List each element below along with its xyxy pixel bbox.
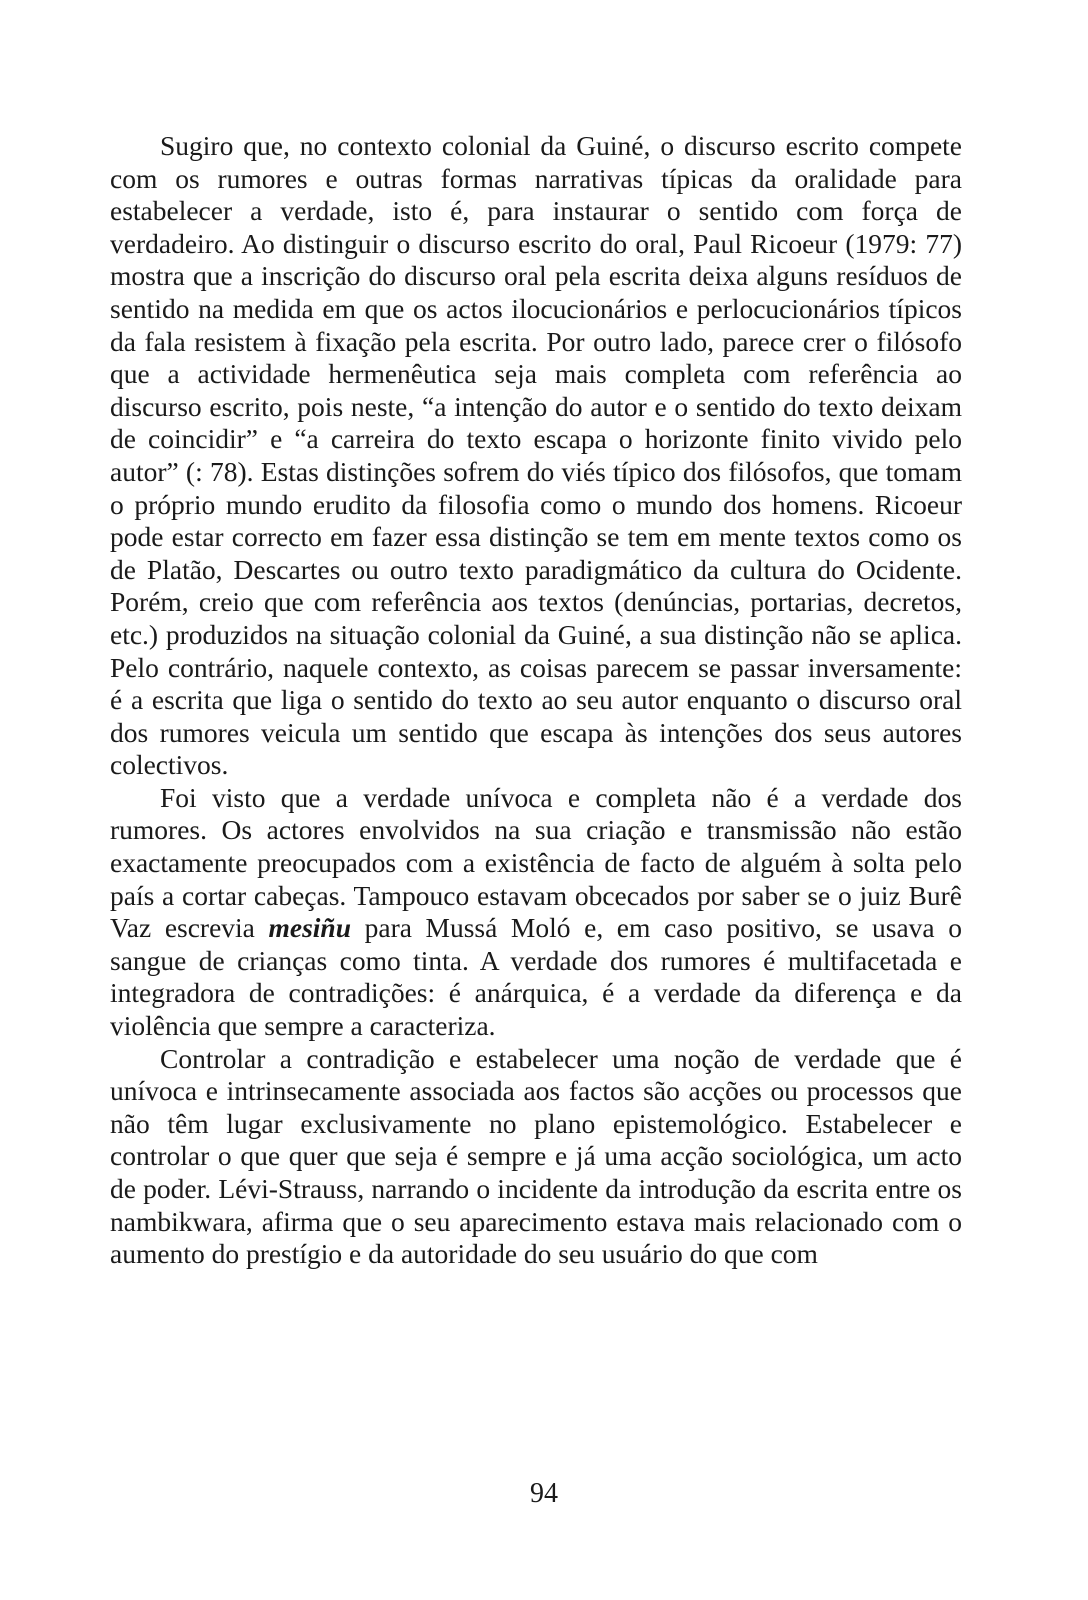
page-body [110,130,962,1470]
paragraph-3: Controlar a contradição e estabelecer uma noção de verdade que é unívoca e intrinsecamente associada aos factos são acções ou processos que não têm lugar exclusivamente no plano epistemológico. Estabelecer e controlar o que quer que seja é sempre e já uma acção sociológica, um acto de poder. Lévi-Strauss, narrando o incidente da introdução da escrita entre os nambikwara, afirma que o seu aparecimento estava mais relacionado com o aumento do prestígio e da autoridade do seu usuário do que com [110,1042,962,1270]
paragraph-1: Sugiro que, no contexto colonial da Guiné, o discurso escrito compete com os rumores e outras formas narrativas típicas da oralidade para estabelecer a verdade, isto é, para instaurar o sentido com força de verdadeiro. Ao distinguir o discurso escrito do oral, Paul Ricoeur (1979: 77) mostra que a inscrição do discurso oral pela escrita deixa alguns resíduos de sentido na medida em que os actos ilocucionários e perlocucionários típicos da fala resistem à fixação pela escrita. Por outro lado, parece crer o filósofo que a actividade hermenêutica seja mais completa com referência ao discurso escrito, pois neste, “a intenção do autor e o sentido do texto deixam de coincidir” e “a carreira do texto escapa o horizonte finito vivido pelo autor” (: 78). Estas distinções sofrem do viés típico dos filósofos, que tomam o próprio mundo erudito da filosofia como o mundo dos homens. Ricoeur pode estar correcto em fazer essa distinção se tem em mente textos como os de Platão, Descartes ou outro texto paradigmático da cultura do Ocidente. Porém, creio que com referência aos textos (denúncias, portarias, decretos, etc.) produzidos na situação colonial da Guiné, a sua distinção não se aplica. Pelo contrário, naquele contexto, as coisas parecem se passar inversamente: é a escrita que liga o sentido do texto ao seu autor enquanto o discurso oral dos rumores veicula um sentido que escapa às intenções dos seus autores colectivos. [110,130,962,781]
paragraph-2 [110,782,962,1043]
emphasis-mesinu: mesiñu [268,912,352,944]
paragraph-2-text-after: para Mussá Moló e, em caso positivo, se usava o sangue de crianças como tinta. A verdade dos rumores é multifacetada e integradora de contradições: é anárquica, é a verdade da diferença e da violência que sempre a caracteriza. [110,912,962,1042]
page-number: 94 [530,1478,558,1509]
paragraph-2-text-before: Foi visto que a verdade unívoca e completa não é a verdade dos rumores. Os actores envolvidos na sua criação e transmissão não estão exactamente preocupados com a existência de facto de alguém à solta pelo país a cortar cabeças. Tampouco estavam obcecados por saber se o juiz Burê Vaz escrevia [110,781,962,944]
